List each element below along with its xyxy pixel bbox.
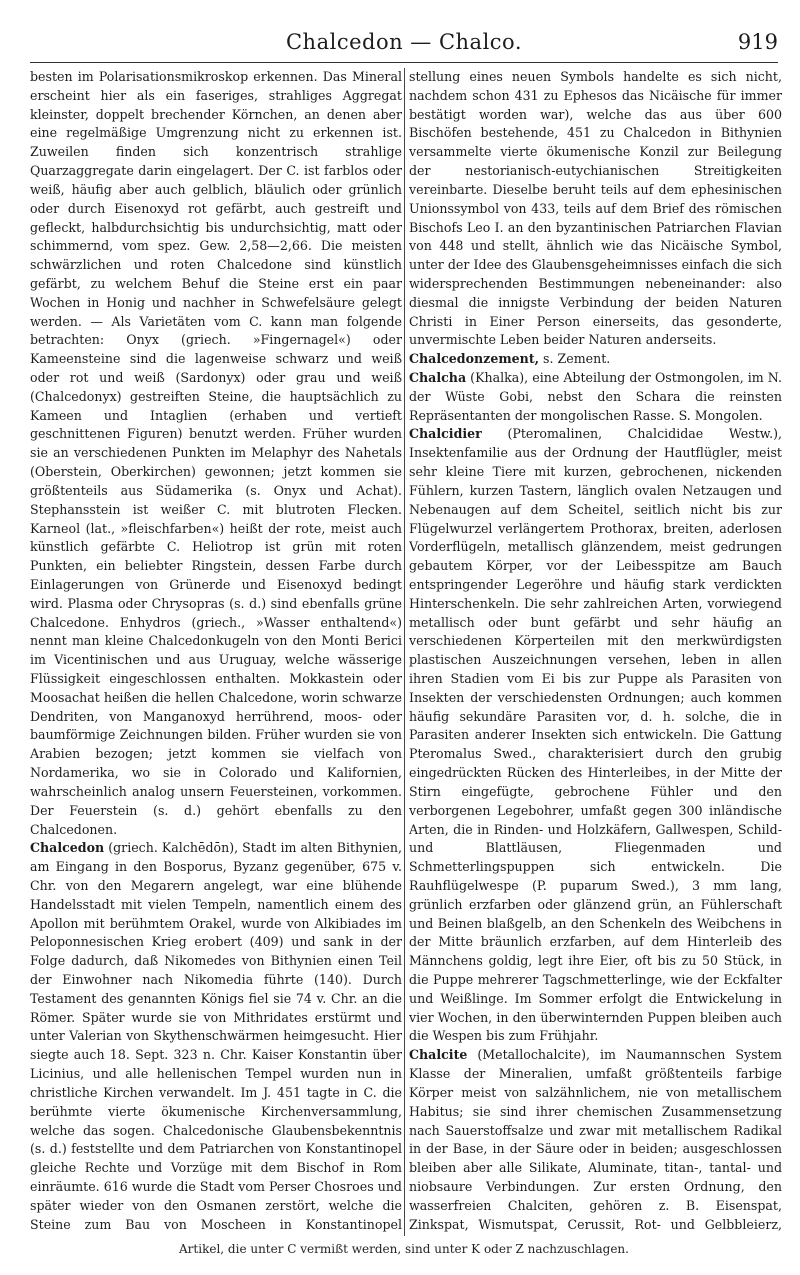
- right-column: [409, 68, 782, 1236]
- headword: Chalcedonzement,: [409, 351, 540, 367]
- headword: Chalcedon: [30, 840, 105, 856]
- entry-chalcedonzement: [409, 350, 782, 369]
- entry-text: (Pteromalinen, Chalcididae Westw.), Insektenfamilie aus der Ordnung der Hautflügler, meist sehr kleine Tiere mit kurzen, gebrochenen, nickenden Fühlern, kurzen Tastern, länglich ovalen Netzaugen und Nebenaugen auf dem Scheitel, seitlich nicht bis zur Flügelwurzel verlängertem Prothorax, breiten, aderlosen Vorderflügeln, metallisch glänzendem, meist gedrungen gebautem Körper, vor der Leibesspitze am Bauch entspringender Legeröhre und häufig stark verdickten Hinterschenkeln. Die sehr zahlreichen Arten, vorwiegend metallisch oder bunt gefärbt und sehr häufig an verschiedenen Körperteilen mit den merkwürdigsten plastischen Auszeichnungen versehen, leben in allen ihren Stadien vom Ei bis zur Puppe als Parasiten von Insekten der verschiedensten Ordnungen; auch kommen häufig sekundäre Parasiten vor, d. h. solche, die in Parasiten anderer Insekten sich entwickeln. Die Gattung Pteromalus Swed., charakterisiert durch den grubig eingedrückten Rücken des Hinterleibes, in der Mitte der Stirn eingefügte, gebrochene Fühler und den verborgenen Legebohrer, umfaßt gegen 300 inländische Arten, die in Rinden- und Holzkäfern, Gallwespen, Schild- und Blattläusen, Fliegenmaden und Schmetterlingspuppen sich entwickeln. Die Rauhflügelwespe (P. puparum Swed.), 3 mm lang, grünlich erzfarben oder glänzend grün, an Fühlerschaft und Beinen blaßgelb, an den Schenkeln des Weibchens in der Mitte bräunlich erzfarben, auf dem Hinterleib des Männchens goldig, legt ihre Eier, oft bis zu 50 Stück, in die Puppe mehrerer Tagschmetterlinge, wie der Eckfalter und Weißlinge. Im Sommer erfolgt die Entwickelung in vier Wochen, in den überwinternden Puppen bleiben auch die Wespen bis zum Frühjahr.: [409, 426, 782, 1044]
- page-number: 919: [737, 30, 778, 54]
- entry-text: s. Zement.: [539, 351, 611, 367]
- entry-text: (Metallochalcite), im Naumannschen System Klasse der Mineralien, umfaßt größtenteils farbige Körper meist von salzähnlichem, nie von metallischem Habitus; sie sind ihrer chemischen Zusammensetzung nach Sauerstoffsalze und zwar mit metallischem Radikal in der Base, in der Säure oder in beiden; ausgeschlossen bleiben aber alle Silikate, Aluminate, titan-, tantal- und niobsaure Verbindungen. Zur ersten Ordnung, den wasserfreien Chalciten, gehören z. B. Eisenspat, Zinkspat, Wismutspat, Cerussit, Rot- und Gelbbleierz,: [409, 1047, 782, 1232]
- left-column: [30, 68, 402, 1236]
- entry-chalcedon: [30, 839, 402, 1236]
- headword: Chalcidier: [409, 426, 482, 442]
- headword: Chalcha: [409, 370, 467, 385]
- header-rule: [30, 62, 778, 63]
- headword: Chalcite: [409, 1047, 468, 1063]
- running-title: Chalcedon — Chalco.: [285, 30, 523, 54]
- continuation-paragraph: stellung eines neuen Symbols handelte es sich nicht, nachdem schon 431 zu Ephesos das Nicäische für immer bestätigt worden war), welche das aus über 600 Bischöfen bestehende, 451 zu Chalcedon in Bithynien versammelte vierte ökumenische Konzil zur Beilegung der nestorianisch-eutychianischen Streitigkeiten vereinbarte. Dieselbe beruht teils auf dem ephesinischen Unionssymbol von 433, teils auf dem Brief des römischen Bischofs Leo I. an den byzantinischen Patriarchen Flavian von 448 und stellt, ähnlich wie das Nicäische Symbol, unter der Idee des Glaubensgeheimnisses einfach die sich widersprechenden Bestimmungen nebeneinander: also diesmal die innigste Verbindung der beiden Naturen Christi in Einer Person einerseits, das gesonderte, unvermischte Leben beider Naturen anderseits.: [409, 69, 782, 348]
- continuation-paragraph: besten im Polarisationsmikroskop erkennen. Das Mineral erscheint hier als ein faseriges, strahliges Aggregat kleinster, doppelt brechender Körnchen, an denen aber eine regelmäßige Umgrenzung nicht zu erkennen ist. Zuweilen finden sich konzentrisch strahlige Quarzaggregate darin eingelagert. Der C. ist farblos oder weiß, häufig aber auch gelblich, bläulich oder grünlich oder durch Eisenoxyd rot gefärbt, auch gestreift und gefleckt, halbdurchsichtig bis undurchsichtig, matt oder schimmernd, vom spez. Gew. 2,58—2,66. Die meisten schwärzlichen und roten Chalcedone sind künstlich gefärbt, zu welchem Behuf die Steine erst ein paar Wochen in Honig und nachher in Schwefelsäure gelegt werden. — Als Varietäten vom C. kann man folgende betrachten: Onyx (griech. »Fingernagel«) oder Kameensteine sind die lagenweise schwarz und weiß oder rot und weiß (Sardonyx) oder grau und weiß (Chalcedonyx) gestreiften Steine, die hauptsächlich zu Kameen und Intaglien (erhaben und vertieft geschnittenen Figuren) benutzt werden. Früher wurden sie an verschiedenen Punkten im Melaphyr des Nahetals (Oberstein, Oberkirchen) gewonnen; jetzt kommen sie größtenteils aus Südamerika (s. Onyx und Achat). Stephansstein ist weißer C. mit blutroten Flecken. Karneol (lat., »fleischfarben«) heißt der rote, meist auch künstlich gefärbte C. Heliotrop ist grün mit roten Punkten, ein beliebter Ringstein, dessen Farbe durch Einlagerungen von Grünerde und Eisenoxyd bedingt wird. Plasma oder Chrysopras (s. d.) sind ebenfalls grüne Chalcedone. Enhydros (griech., »Wasser enthaltend«) nennt man kleine Chalcedonkugeln von den Monti Berici im Vicentinischen und aus Uruguay, welche wässerige Flüssigkeit eingeschlossen enthalten. Mokkastein oder Moosachat heißen die hellen Chalcedone, worin schwarze Dendriten, von Manganoxyd herrührend, moos- oder baumförmige Zeichnungen bilden. Früher wurden sie von Arabien bezogen; jetzt kommen sie vielfach von Nordamerika, wo sie in Colorado und Kalifornien, wahrscheinlich analog unsern Feuersteinen, vorkommen. Der Feuerstein (s. d.) gehört ebenfalls zu den Chalcedonen.: [30, 69, 402, 837]
- page-header: [30, 30, 778, 64]
- entry-chalcite: [409, 1046, 782, 1236]
- entry-text: (griech. Kalchēdōn), Stadt im alten Bithynien, am Eingang in den Bosporus, Byzanz gegenüber, 675 v. Chr. von den Megarern angelegt, war eine blühende Handelsstadt mit vielen Tempeln, namentlich einem des Apollon mit berühmtem Orakel, wurde von Alkibiades im Peloponnesischen Krieg erobert (409) und sank in der Folge dadurch, daß Nikomedes von Bithynien einen Teil der Einwohner nach Nikomedia führte (140). Durch Testament des genannten Königs fiel sie 74 v. Chr. an die Römer. Später wurde sie von Mithridates erstürmt und unter Valerian von Skythenschwärmen heimgesucht. Hier siegte auch 18. Sept. 323 n. Chr. Kaiser Konstantin über Licinius, und alle hellenischen Tempel wurden nun in christliche Kirchen verwandelt. Im J. 451 tagte in C. die berühmte vierte ökumenische Kirchenversammlung, welche das sogen. Chalcedonische Glaubensbekenntnis (s. d.) feststellte und dem Patriarchen von Konstantinopel gleiche Rechte und Vorzüge mit dem Bischof in Rom einräumte. 616 wurde die Stadt vom Perser Chosroes und später wieder von den Osmanen zerstört, welche die Steine zum Bau von Moscheen in Konstantinopel: [30, 840, 402, 1232]
- column-divider: [404, 68, 405, 1236]
- footer-note: Artikel, die unter C vermißt werden, sind unter K oder Z nachzuschlagen.: [179, 1242, 629, 1256]
- entry-chalcha: [409, 369, 782, 425]
- entry-text: (Khalka), eine Abteilung der Ostmongolen, im N. der Wüste Gobi, nebst den Schara die reinsten Repräsentanten der mongolischen Rasse. S. Mongolen.: [409, 370, 782, 423]
- entry-chalcidier: [409, 425, 782, 1046]
